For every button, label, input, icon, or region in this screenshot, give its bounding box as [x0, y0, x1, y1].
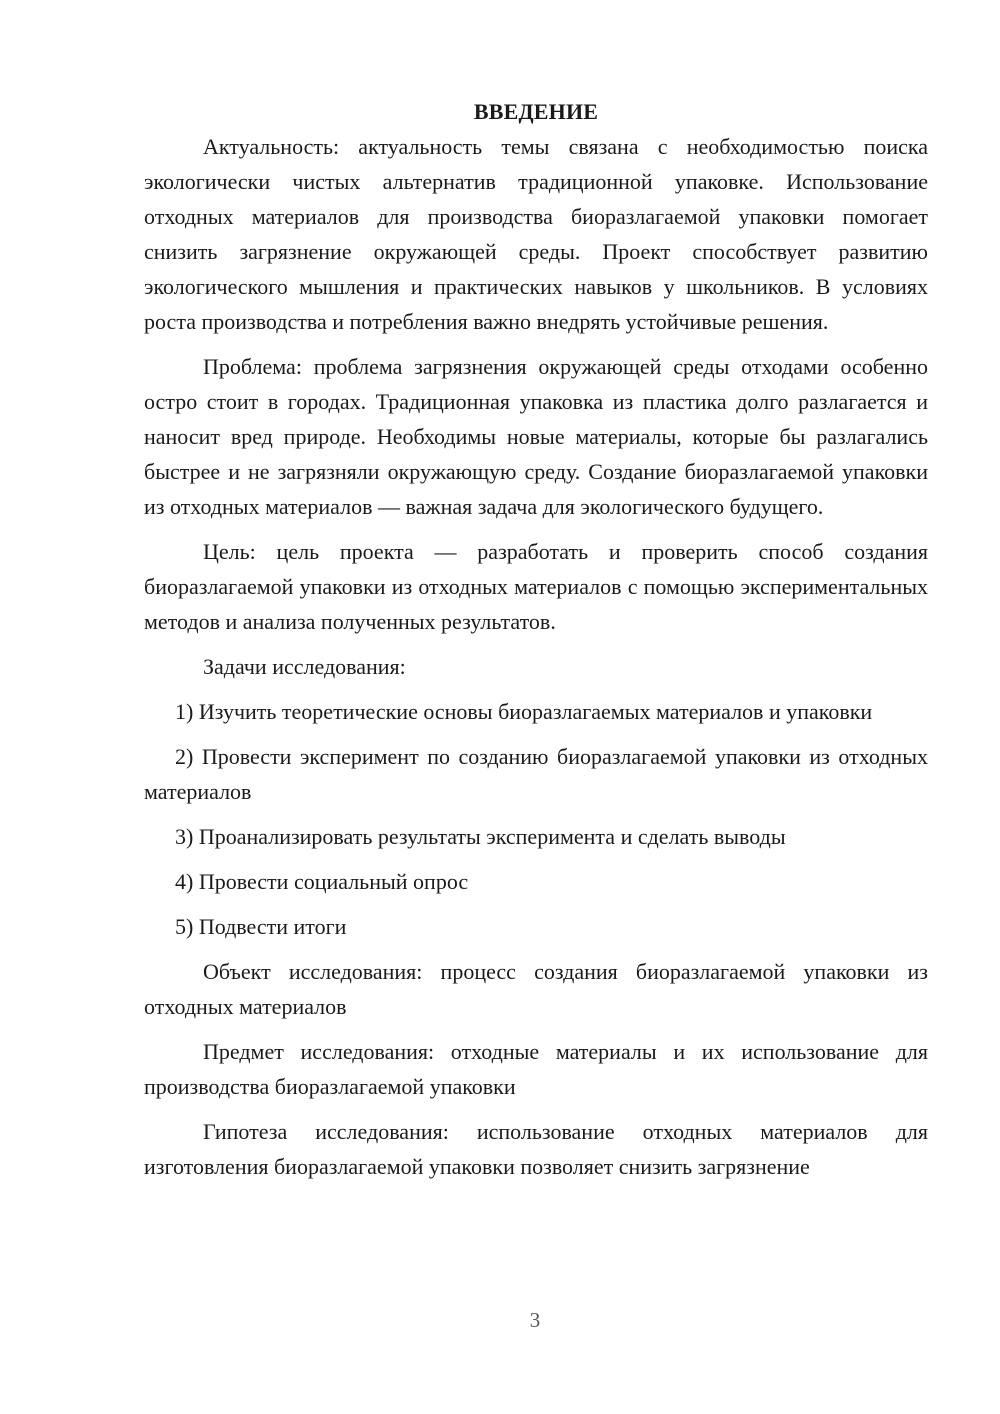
task-item-4: 4) Провести социальный опрос: [175, 869, 469, 894]
task-item-2: 2) Провести эксперимент по созданию биоразлагаемой упаковки из отходных материалов: [144, 744, 928, 804]
page-number: 3: [529, 1308, 541, 1332]
document-page: [144, 94, 928, 1194]
task-item-1: 1) Изучить теоретические основы биоразлагаемых материалов и упаковки: [175, 699, 873, 724]
relevance-paragraph: Актуальность: актуальность темы связана с необходимостью поиска экологически чистых альтернатив традиционной упаковке. Использование отходных материалов для производства биоразлагаемой упаковки помогает снизить загрязнение окружающей среды. Проект способствует развитию экологического мышления и практических навыков у школьников. В условиях роста производства и потребления важно внедрять устойчивые решения.: [144, 134, 928, 334]
hypothesis-paragraph: Гипотеза исследования: использование отходных материалов для изготовления биоразлагаемой упаковки позволяет снизить загрязнение: [144, 1119, 928, 1179]
task-item-5: 5) Подвести итоги: [175, 914, 347, 939]
subject-paragraph: Предмет исследования: отходные материалы и их использование для производства биоразлагаемой упаковки: [144, 1039, 928, 1099]
task-item-3: 3) Проанализировать результаты эксперимента и сделать выводы: [175, 824, 786, 849]
problem-paragraph: Проблема: проблема загрязнения окружающей среды отходами особенно остро стоит в городах. Традиционная упаковка из пластика долго разлагается и наносит вред природе. Необходимы новые материалы, которые бы разлагались быстрее и не загрязняли окружающую среду. Создание биоразлагаемой упаковки из отходных материалов — важная задача для экологического будущего.: [144, 354, 928, 519]
section-heading: ВВЕДЕНИЕ: [473, 99, 599, 124]
object-paragraph: Объект исследования: процесс создания биоразлагаемой упаковки из отходных материалов: [144, 959, 928, 1019]
goal-paragraph: Цель: цель проекта — разработать и проверить способ создания биоразлагаемой упаковки из отходных материалов с помощью экспериментальных методов и анализа полученных результатов.: [144, 539, 928, 634]
tasks-title: Задачи исследования:: [203, 654, 406, 679]
